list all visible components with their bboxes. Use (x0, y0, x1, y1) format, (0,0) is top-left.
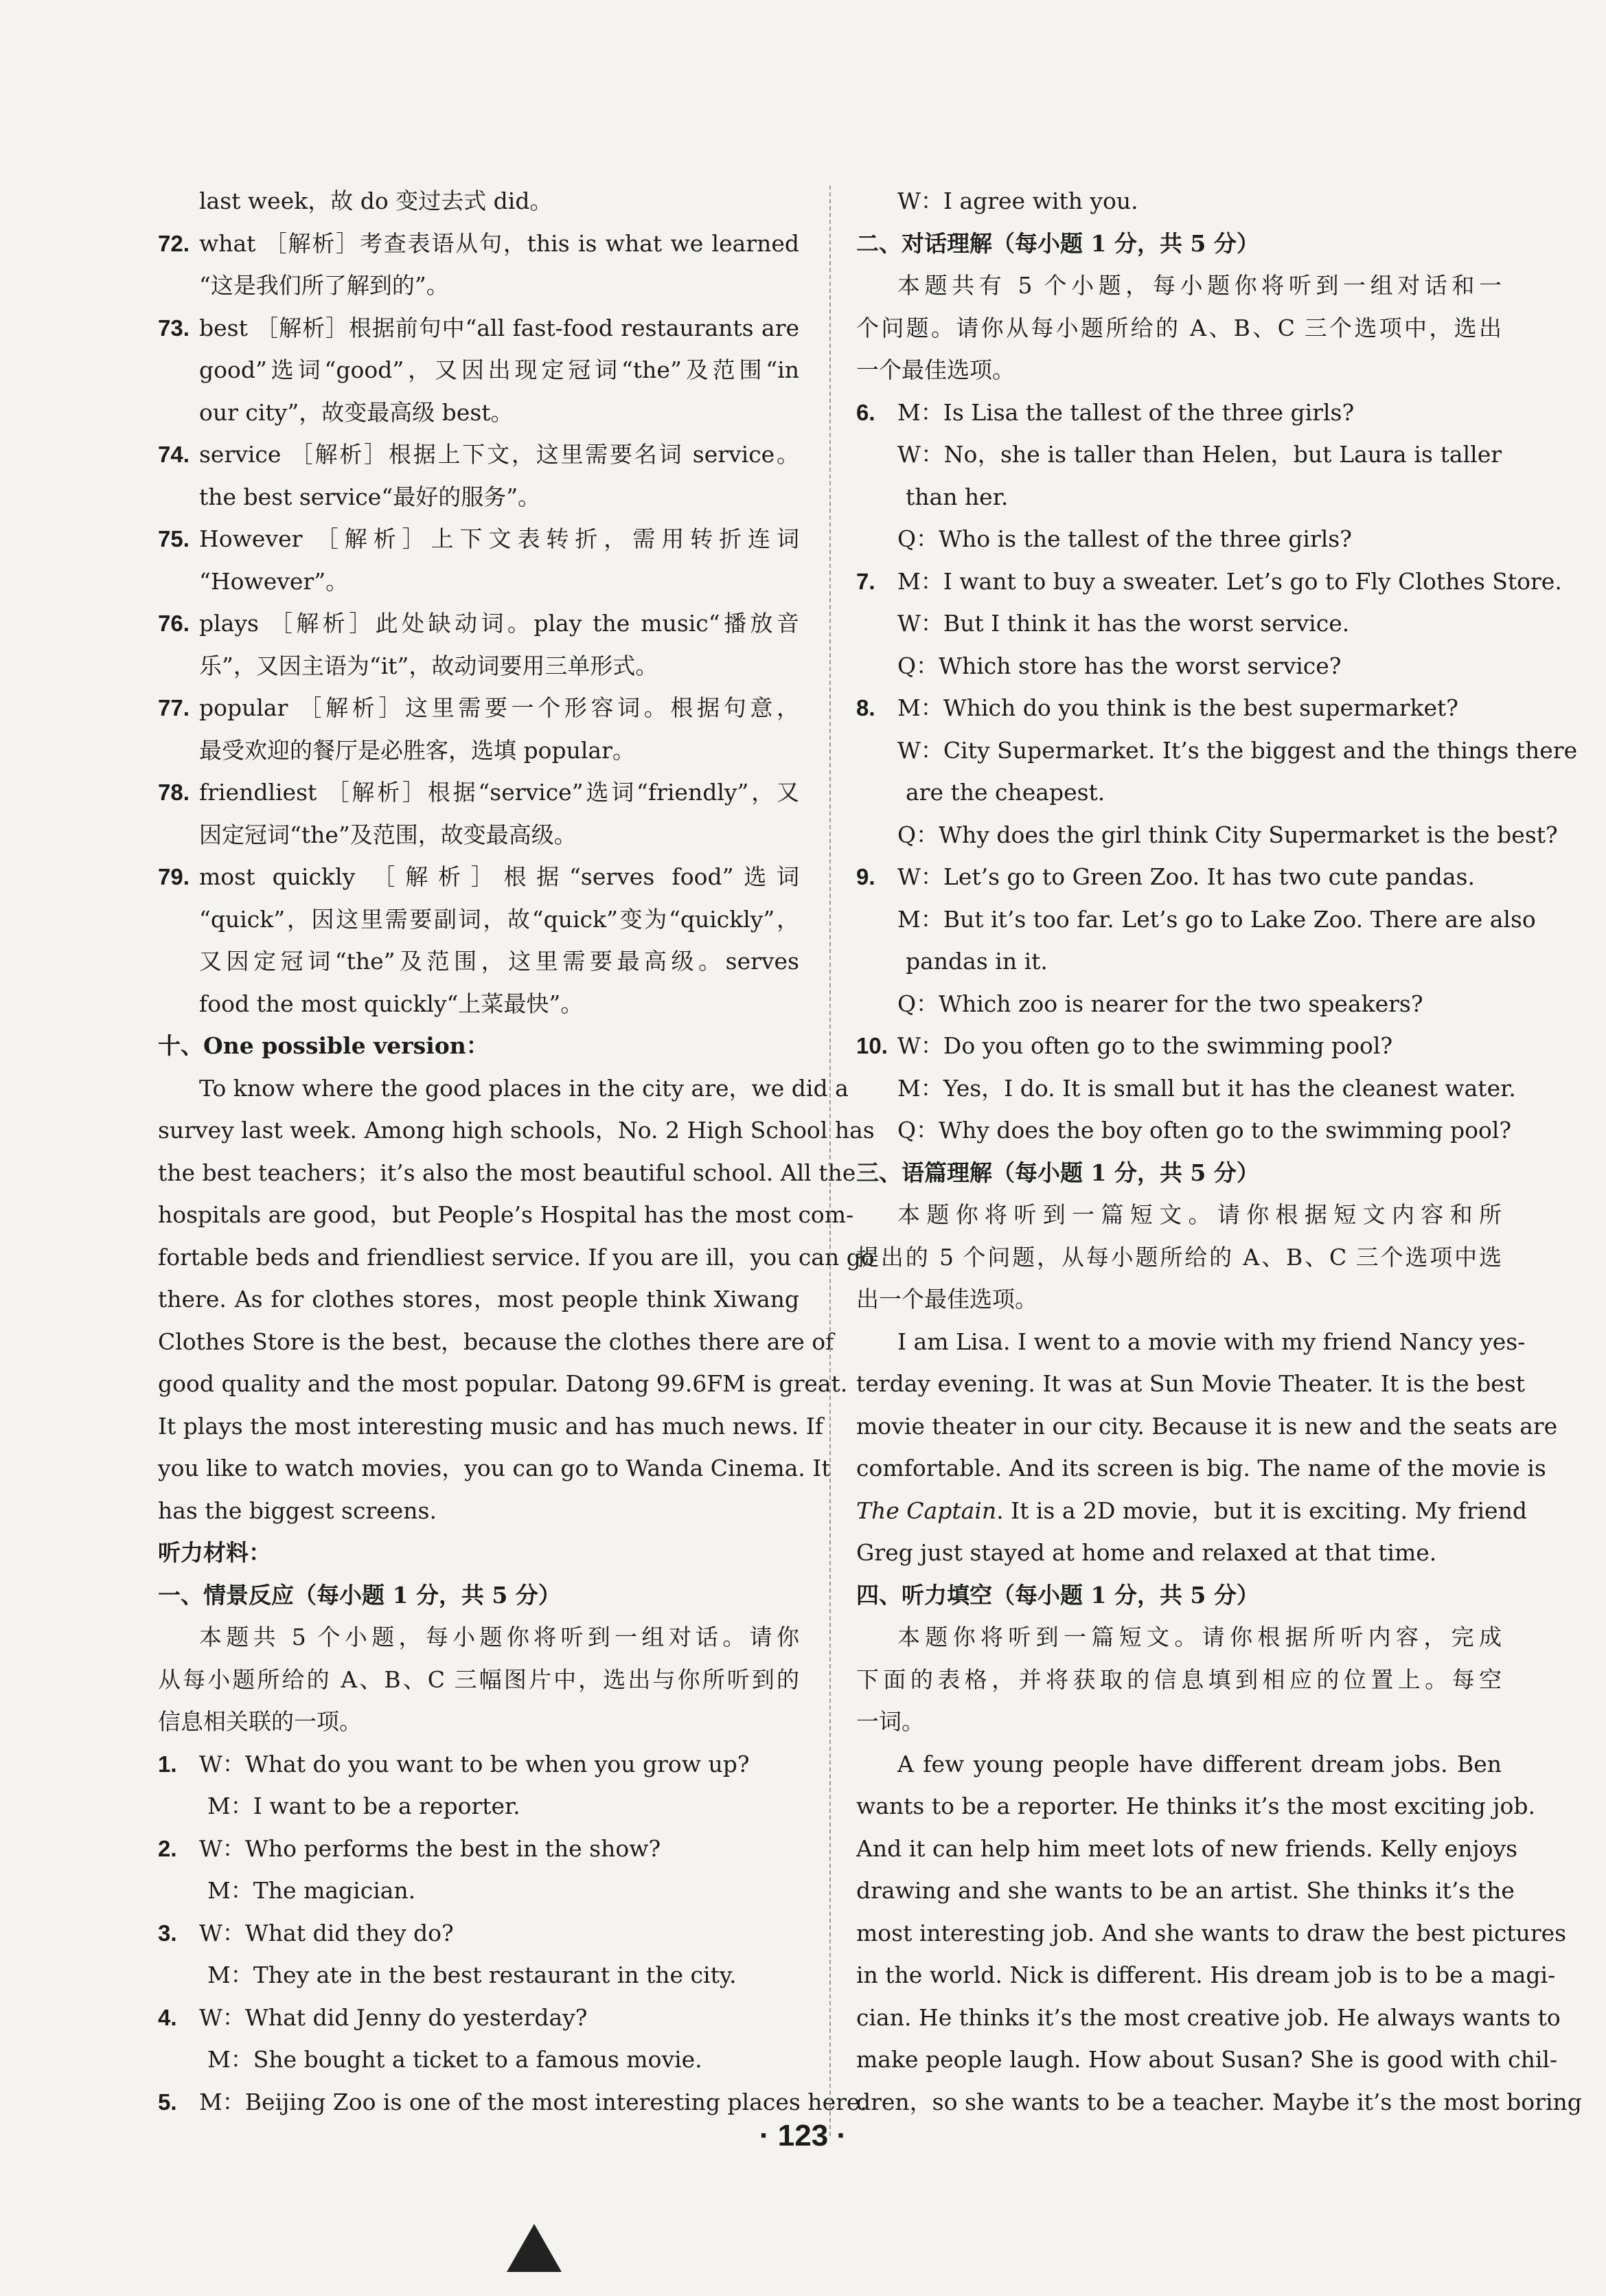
text-line (856, 1278, 1502, 1321)
text-line (856, 1194, 1502, 1236)
item-number: 73. (158, 315, 190, 341)
line-text: Q：Which zoo is nearer for the two speakers? (897, 990, 1423, 1017)
line-text: 因定冠词“the”及范围，故变最高级。 (199, 821, 577, 848)
text-line (158, 1490, 799, 1532)
line-text: 十、One possible version： (158, 1032, 489, 1059)
line-text: 从每小题所给的 A、B、C 三幅图片中，选出与你所听到的 (158, 1666, 799, 1693)
line-text: 又因定冠词“the”及范围，这里需要最高级。serves (199, 948, 799, 975)
text-line (856, 1574, 1502, 1617)
text-line (856, 1997, 1561, 2039)
line-text: are the cheapest. (906, 779, 1105, 806)
line-text: the best service“最好的服务”。 (199, 483, 541, 510)
text-line (158, 729, 799, 772)
item-number: 6. (856, 399, 875, 425)
line-text: 下面的表格，并将获取的信息填到相应的位置上。每空 (856, 1666, 1502, 1693)
line-text: Clothes Store is the best，because the clothes there are of (158, 1328, 834, 1355)
line-text: 出一个最佳选项。 (856, 1286, 1037, 1312)
text-line (158, 687, 799, 729)
text-line (158, 983, 799, 1025)
line-text: cian. He thinks it’s the most creative job. He always wants to (856, 2003, 1561, 2031)
text-line (856, 391, 1502, 434)
text-line (856, 729, 1578, 772)
text-line (158, 1659, 799, 1701)
line-text: M：She bought a ticket to a famous movie. (207, 2046, 702, 2073)
text-line (856, 856, 1502, 898)
text-line (158, 1997, 799, 2039)
line-text: survey last week. Among high schools，No. 2 High School has (158, 1117, 875, 1144)
text-line (856, 1321, 1526, 1363)
text-line (856, 476, 1502, 519)
text-line (856, 1447, 1546, 1490)
column-divider (829, 185, 831, 2136)
line-text: you like to watch movies，you can go to Wanda Cinema. It (158, 1455, 831, 1481)
item-number: 5. (158, 2089, 177, 2115)
line-text: W：I agree with you. (897, 187, 1138, 214)
line-text: “quick”，因这里需要副词，故“quick”变为“quickly”， (199, 905, 799, 933)
text-line (158, 602, 799, 645)
text-line (158, 1405, 823, 1448)
line-text: 二、对话理解（每小题 1 分，共 5 分） (856, 229, 1259, 257)
line-text: However ［解析］上下文表转折，需用转折连词 (199, 525, 799, 552)
line-text: A few young people have different dream jobs. Ben (897, 1750, 1502, 1777)
text-line (856, 1954, 1556, 1997)
line-text: 三、语篇理解（每小题 1 分，共 5 分） (856, 1159, 1259, 1186)
text-line (856, 983, 1502, 1025)
text-line (158, 856, 799, 898)
text-line (158, 814, 799, 856)
line-text: plays ［解析］此处缺动词。play the music“播放音 (199, 610, 799, 637)
text-line (856, 1490, 1527, 1532)
line-text: 四、听力填空（每小题 1 分，共 5 分） (856, 1581, 1259, 1609)
item-number: 1. (158, 1751, 177, 1777)
line-text: our city”，故变最高级 best。 (199, 398, 514, 426)
text-line (158, 1912, 799, 1955)
right-column (856, 180, 1582, 2123)
text-line (158, 1574, 799, 1617)
line-text: popular ［解析］这里需要一个形容词。根据句意， (199, 694, 799, 721)
text-line (856, 1616, 1502, 1659)
line-text: 提出的 5 个问题，从每小题所给的 A、B、C 三个选项中选 (856, 1243, 1502, 1271)
text-line (158, 1236, 875, 1279)
line-text: there. As for clothes stores，most people think Xiwang (158, 1286, 799, 1312)
item-number: 72. (158, 230, 190, 256)
line-text: 本题共有 5 个小题，每小题你将听到一组对话和一 (897, 272, 1502, 299)
line-text: W：What do you want to be when you grow up? (199, 1750, 750, 1777)
text-line (158, 2038, 799, 2081)
item-number: 74. (158, 442, 190, 467)
text-line (856, 1152, 1502, 1194)
line-text: most quickly ［解析］根据“serves food”选词 (199, 863, 799, 890)
item-number: 78. (158, 780, 190, 805)
text-line (856, 349, 1502, 391)
line-text: W：Who performs the best in the show? (199, 1834, 661, 1862)
text-line (158, 1321, 834, 1363)
line-text: terday evening. It was at Sun Movie Theater. It is the best (856, 1370, 1525, 1397)
text-line (158, 433, 799, 476)
text-line (856, 898, 1536, 941)
text-line (158, 1743, 799, 1786)
text-line (158, 1869, 799, 1912)
text-line (158, 1152, 856, 1194)
text-line (856, 223, 1502, 265)
item-number: 77. (158, 695, 190, 720)
item-number: 7. (856, 568, 875, 594)
text-line (158, 1194, 854, 1236)
text-line (856, 1828, 1518, 1870)
item-number: 10. (856, 1033, 888, 1058)
line-text: 一个最佳选项。 (856, 356, 1015, 383)
line-text: 个问题。请你从每小题所给的 A、B、C 三个选项中，选出 (856, 314, 1502, 341)
text-line (856, 940, 1502, 983)
line-text: 最受欢迎的餐厅是必胜客，选填 popular。 (199, 736, 635, 764)
text-line (856, 771, 1502, 814)
line-text: M：They ate in the best restaurant in the city. (207, 1962, 737, 1988)
text-line (856, 1912, 1567, 1955)
text-line (158, 1067, 849, 1110)
text-line (856, 560, 1562, 603)
line-text: Q：Why does the girl think City Supermarket is the best? (897, 821, 1558, 848)
text-line (158, 560, 799, 603)
item-number: 4. (158, 2004, 177, 2030)
text-line (856, 1659, 1502, 1701)
text-line (158, 1363, 848, 1405)
text-line (856, 1785, 1536, 1828)
line-text: 一词。 (856, 1708, 924, 1735)
text-line (856, 1869, 1515, 1912)
line-text: W：What did Jenny do yesterday? (199, 2003, 588, 2031)
line-text: in the world. Nick is different. His dream job is to be a magi- (856, 1962, 1556, 1988)
text-line (158, 1025, 799, 1067)
text-line (856, 180, 1502, 223)
line-text: wants to be a reporter. He thinks it’s the most exciting job. (856, 1793, 1536, 1819)
text-line (158, 1954, 799, 1997)
item-number: 2. (158, 1835, 177, 1861)
line-text: W：Do you often go to the swimming pool? (897, 1032, 1393, 1059)
text-line (856, 1363, 1525, 1405)
text-line (158, 264, 799, 307)
line-text: It plays the most interesting music and has much news. If (158, 1412, 823, 1440)
text-line (856, 645, 1502, 687)
line-text: has the biggest screens. (158, 1497, 437, 1524)
line-text: M：Yes，I do. It is small but it has the cleanest water. (897, 1074, 1516, 1102)
line-text: than her. (906, 483, 1009, 510)
text-line (856, 433, 1502, 476)
text-line (158, 223, 799, 265)
text-line (158, 1828, 799, 1870)
line-text: I am Lisa. I went to a movie with my friend Nancy yes- (897, 1328, 1526, 1355)
line-text: . It is a 2D movie，but it is exciting. My friend (996, 1497, 1527, 1524)
text-line (158, 1532, 799, 1574)
text-line (856, 1532, 1502, 1574)
line-text: hospitals are good，but People’s Hospital has the most com- (158, 1201, 854, 1228)
line-text: service ［解析］根据上下文，这里需要名词 service。 (199, 441, 799, 468)
text-line (856, 1025, 1502, 1067)
text-line (856, 264, 1502, 307)
line-text: Q：Which store has the worst service? (897, 652, 1342, 679)
line-text: drawing and she wants to be an artist. She thinks it’s the (856, 1877, 1515, 1904)
text-line (856, 1701, 1502, 1743)
line-text: W：But I think it has the worst service. (897, 610, 1350, 637)
text-line (158, 771, 799, 814)
text-line (158, 1785, 799, 1828)
line-text: Q：Who is the tallest of the three girls? (897, 525, 1352, 552)
line-text: pandas in it. (906, 948, 1048, 975)
line-text: W：No，she is taller than Helen，but Laura is taller (897, 441, 1502, 468)
line-text: 本题你将听到一篇短文。请你根据所听内容，完成 (897, 1624, 1502, 1650)
line-text: last week，故 do 变过去式 did。 (199, 187, 553, 214)
line-text: food the most quickly“上菜最快”。 (199, 990, 584, 1017)
line-text: The Captain (856, 1497, 997, 1524)
text-line (158, 898, 799, 941)
text-line (158, 1616, 799, 1659)
line-text: Greg just stayed at home and relaxed at that time. (856, 1539, 1437, 1566)
item-number: 75. (158, 526, 190, 552)
line-text: make people laugh. How about Susan? She is good with chil- (856, 2046, 1558, 2073)
text-line (158, 940, 799, 983)
text-line (856, 602, 1502, 645)
line-text: good quality and the most popular. Datong 99.6FM is great. (158, 1370, 848, 1397)
text-line (158, 391, 799, 434)
text-line (158, 645, 799, 687)
item-number: 8. (856, 695, 875, 720)
line-text: 一、情景反应（每小题 1 分，共 5 分） (158, 1581, 561, 1609)
text-line (158, 1109, 875, 1152)
line-text: 本题共 5 个小题，每小题你将听到一组对话。请你 (199, 1624, 799, 1650)
line-text: “这是我们所了解到的”。 (199, 272, 449, 299)
text-line (856, 687, 1502, 729)
text-line (856, 307, 1502, 350)
line-text: W：What did they do? (199, 1919, 454, 1946)
line-text: the best teachers；it’s also the most beautiful school. All the (158, 1159, 856, 1186)
text-line (856, 1236, 1502, 1279)
item-number: 3. (158, 1920, 177, 1946)
line-text: M：Is Lisa the tallest of the three girls? (897, 398, 1355, 426)
triangle-mark-icon (507, 2224, 562, 2272)
page-number: · 123 · (759, 2119, 847, 2152)
item-number: 9. (856, 864, 875, 889)
line-text: 信息相关联的一项。 (158, 1708, 362, 1735)
line-text: 乐”，又因主语为“it”，故动词要用三单形式。 (199, 652, 658, 679)
line-text: 本题你将听到一篇短文。请你根据短文内容和所 (897, 1201, 1502, 1228)
item-number: 76. (158, 611, 190, 636)
line-text: good”选词“good”，又因出现定冠词“the”及范围“in (199, 356, 799, 383)
text-line (158, 1447, 831, 1490)
line-text: friendliest ［解析］根据“service”选词“friendly”，又 (199, 779, 799, 806)
line-text: movie theater in our city. Because it is new and the seats are (856, 1412, 1558, 1440)
line-text: And it can help him meet lots of new friends. Kelly enjoys (856, 1834, 1518, 1862)
line-text: M：Which do you think is the best supermarket? (897, 694, 1458, 721)
line-text: Q：Why does the boy often go to the swimming pool? (897, 1117, 1512, 1144)
line-text: M：But it’s too far. Let’s go to Lake Zoo. There are also (897, 905, 1536, 933)
line-text: To know where the good places in the city are，we did a (199, 1074, 849, 1102)
item-number: 79. (158, 864, 190, 889)
text-line (158, 307, 799, 350)
line-text: M：I want to be a reporter. (207, 1793, 520, 1819)
line-text: best ［解析］根据前句中“all fast-food restaurants are (199, 314, 799, 341)
line-text: “However”。 (199, 567, 349, 595)
text-line (856, 1109, 1512, 1152)
text-line (856, 1067, 1516, 1110)
line-text: comfortable. And its screen is big. The name of the movie is (856, 1455, 1546, 1481)
text-line (856, 1743, 1502, 1786)
text-line (158, 476, 799, 519)
text-line (856, 518, 1502, 560)
text-line (158, 2081, 867, 2124)
line-text: M：I want to buy a sweater. Let’s go to Fly Clothes Store. (897, 567, 1562, 595)
line-text: W：City Supermarket. It’s the biggest and the things there (897, 736, 1578, 764)
text-line (158, 1278, 799, 1321)
text-line (158, 518, 799, 560)
line-text: M：Beijing Zoo is one of the most interesting places here. (199, 2088, 867, 2115)
line-text: M：The magician. (207, 1877, 416, 1904)
line-text: most interesting job. And she wants to draw the best pictures (856, 1919, 1567, 1946)
line-text: fortable beds and friendliest service. If you are ill，you can go (158, 1243, 875, 1271)
text-line (158, 180, 799, 223)
line-text: W：Let’s go to Green Zoo. It has two cute pandas. (897, 863, 1475, 890)
text-line (856, 2081, 1582, 2124)
text-line (856, 1405, 1558, 1448)
line-text: what ［解析］考查表语从句，this is what we learned (199, 229, 799, 257)
line-text: 听力材料： (158, 1539, 271, 1566)
text-line (158, 349, 799, 391)
line-text: dren，so she wants to be a teacher. Maybe it’s the most boring (856, 2088, 1582, 2115)
text-line (856, 814, 1558, 856)
text-line (158, 1701, 799, 1743)
text-line (856, 2038, 1558, 2081)
